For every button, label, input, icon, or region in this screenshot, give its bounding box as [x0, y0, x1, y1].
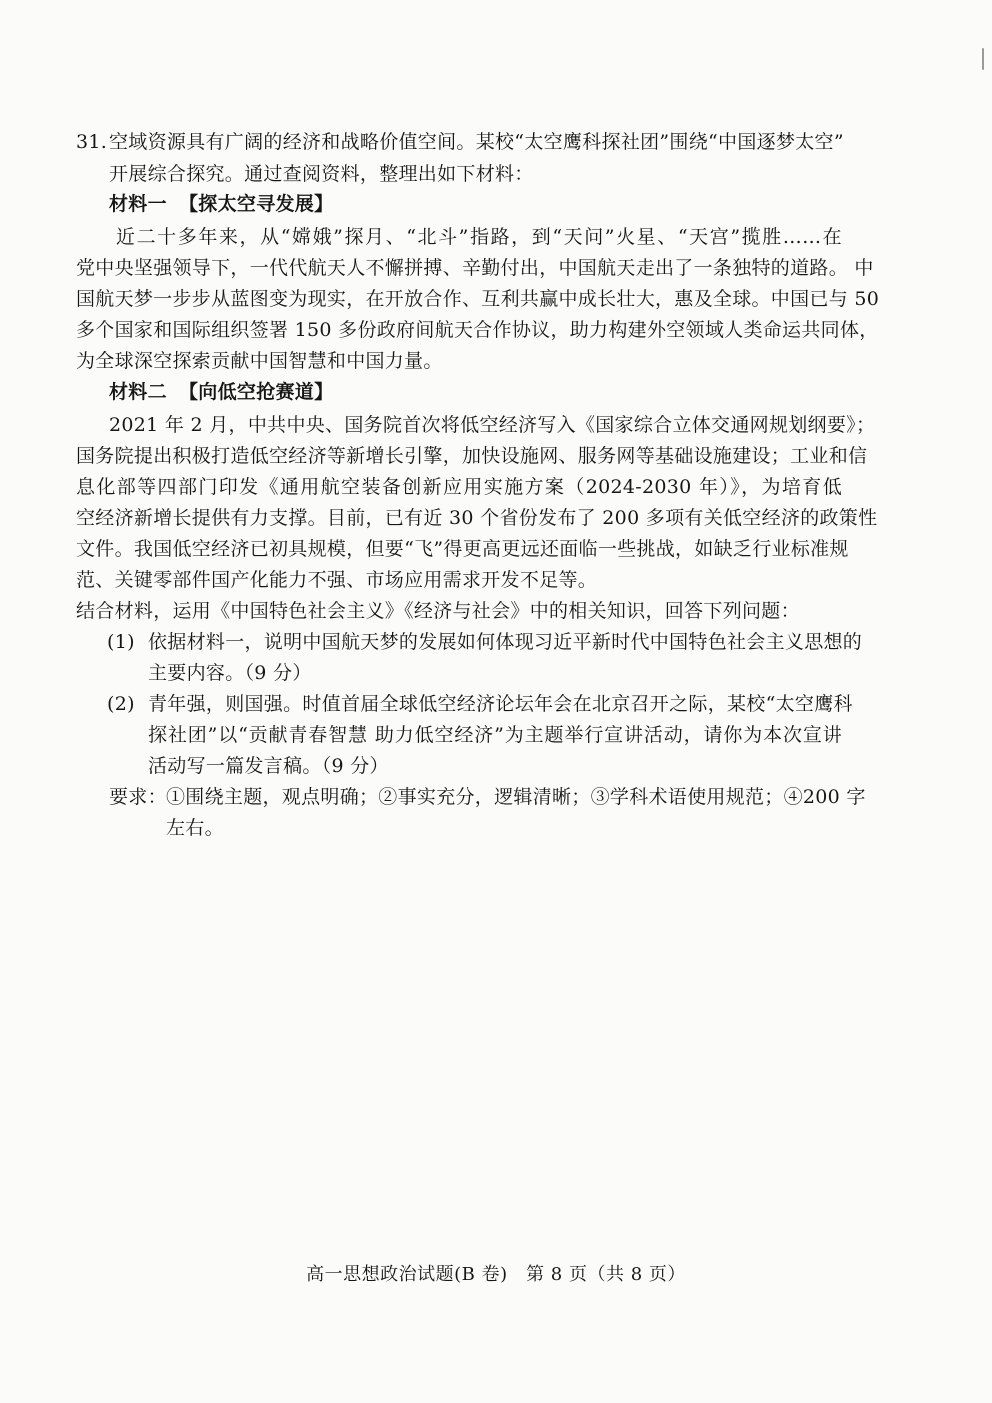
- question-intro-line-2: 开展综合探究。通过查阅资料，整理出如下材料：: [109, 163, 534, 185]
- material-2-line: 国务院提出积极打造低空经济等新增长引擎，加快设施网、服务网等基础设施建设；工业和信: [76, 445, 868, 467]
- material-1-line: 近二十多年来，从“嫦娥”探月、“北斗”指路，到“天问”火星、“天宫”揽胜……在: [116, 226, 842, 248]
- sub-question-1-number: (1): [107, 631, 135, 653]
- material-2-line: 范、关键零部件国产化能力不强、市场应用需求开发不足等。: [76, 569, 598, 591]
- requirement-line: ①围绕主题，观点明确；②事实充分，逻辑清晰；③学科术语使用规范；④200 字: [166, 786, 866, 808]
- question-intro-line-1: 空域资源具有广阔的经济和战略价值空间。某校“太空鹰科探社团”围绕“中国逐梦太空”: [109, 131, 844, 153]
- page-footer: 高一思想政治试题(B 卷) 第 8 页（共 8 页）: [306, 1264, 686, 1285]
- sub-question-2-line: 活动写一篇发言稿。（9 分）: [148, 755, 389, 777]
- sub-question-1-line: 依据材料一，说明中国航天梦的发展如何体现习近平新时代中国特色社会主义思想的: [148, 631, 863, 653]
- material-1-line: 党中央坚强领导下，一代代航天人不懈拼搏、辛勤付出，中国航天走出了一条独特的道路。 中: [76, 257, 874, 279]
- material-2-line: 2021 年 2 月，中共中央、国务院首次将低空经济写入《国家综合立体交通网规划纲要》；: [109, 414, 876, 436]
- material-1-line: 国航天梦一步步从蓝图变为现实，在开放合作、互利共赢中成长壮大，惠及全球。中国已与 50: [76, 288, 880, 310]
- material-2-line: 文件。我国低空经济已初具规模，但要“飞”得更高更远还面临一些挑战，如缺乏行业标准规: [76, 538, 849, 560]
- material-1-heading: 【探太空寻发展】: [179, 193, 334, 215]
- material-2-line: 息化部等四部门印发《通用航空装备创新应用实施方案（2024-2030 年）》，为培育低: [76, 476, 842, 498]
- sub-question-2-number: (2): [107, 693, 135, 715]
- material-1-line: 多个国家和国际组织签署 150 多份政府间航天合作协议，助力构建外空领域人类命运共同体，: [76, 319, 879, 341]
- material-2-label: 材料二: [109, 381, 167, 403]
- sub-question-2-line: 探社团”以“贡献青春智慧 助力低空经济”为主题举行宣讲活动，请你为本次宣讲: [148, 724, 842, 746]
- material-2-line: 空经济新增长提供有力支撑。目前，已有近 30 个省份发布了 200 多项有关低空经济的政策性: [76, 507, 878, 529]
- requirement-label: 要求：: [109, 786, 167, 808]
- scan-mark: [982, 48, 984, 70]
- requirement-line: 左右。: [166, 817, 224, 839]
- question-prompt: 结合材料，运用《中国特色社会主义》《经济与社会》中的相关知识，回答下列问题：: [76, 600, 800, 622]
- material-1-line: 为全球深空探索贡献中国智慧和中国力量。: [76, 350, 443, 372]
- sub-question-2-line: 青年强，则国强。时值首届全球低空经济论坛年会在北京召开之际，某校“太空鹰科: [148, 693, 853, 715]
- sub-question-1-line: 主要内容。（9 分）: [148, 662, 312, 684]
- question-number: 31.: [76, 131, 108, 153]
- material-2-heading: 【向低空抢赛道】: [179, 381, 334, 403]
- material-1-label: 材料一: [109, 193, 167, 215]
